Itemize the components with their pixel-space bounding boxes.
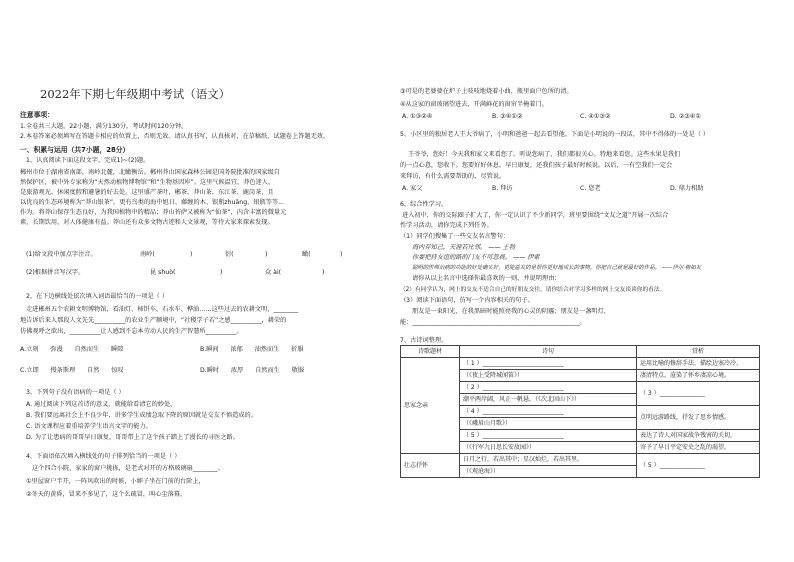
q1-passage-line: 是旅游观光、休闲度假和避暑的好去处。这里盛产茶叶，郴茶、莽山茶、东江茶、鹿岗茶，且 — [20, 189, 274, 196]
poem-cell: （《观沧海》） — [460, 466, 637, 478]
q1-sub2-item[interactable]: 众 ài( — [265, 269, 282, 276]
section-1-heading: 一、积累与运用（共7小题，28分） — [20, 146, 130, 154]
q5-line: 来拜访，有什么需要帮助的，尽管说。 — [400, 173, 506, 180]
q2-line: 地告诉后来人那段人文先先__________的农业生产顺境中，“社稷学子若”之感__________，耕荣的 — [20, 317, 287, 324]
note-cell[interactable]: （ 3 ）_______________ — [637, 382, 760, 406]
q6-task-2: （2）有同学认为，网上的交友不适合自己的好朋友交往，请你结合对学习多样的网上交友谈谈你的看法。 — [400, 287, 666, 293]
q4-sentence: ②冬天的黄昏，冒来不多见了，这个么疏冒，叫心尘落幕。 — [26, 491, 187, 498]
q3-stem: 3、下列句子没有语病的一项是（ ） — [26, 389, 125, 396]
q4-answer-a[interactable]: A. ①③②④ — [402, 113, 433, 120]
q2-option-c[interactable]: C.立即 慢条斯理 自然 惊叹 — [20, 367, 124, 374]
q6-intro: 性学习活动，请你完成下列任务。 — [400, 222, 493, 229]
exam-title: 2022年下期七年级期中考试（语文） — [40, 87, 231, 101]
theme-cell: 壮志抒怀 — [401, 454, 460, 478]
q5-line: 王爷爷，您好！今天我和家父来看您了。听说您病了，我们都很关心。特地来看您。这些水果是我们 — [408, 151, 681, 158]
note-cell: 点明远游路线，抒发了思乡情感。 — [637, 406, 760, 430]
poem-cell[interactable]: （ 5 ）___________________________ — [460, 430, 637, 442]
note-cell[interactable]: （ 5 ）_______________ — [637, 454, 760, 478]
q6-intro: 进入初中，你的交际圈子扩大了，你一定认识了不少新同学，班里要围绕“文友之道”开展一次综合 — [402, 212, 669, 219]
q4-answer-b[interactable]: B. ③④①② — [492, 113, 523, 120]
q6-answer-line[interactable]: 能：______________________________________________________。 — [400, 319, 586, 326]
q1-passage-line: 然保护区，被中外专家称为“天然动植物博物馆”和“生物基因库”。这里气候温宜，莽色迷人， — [20, 179, 275, 186]
q2-option-d[interactable]: D.瞬时 浓厚 自然而生 敬服 — [200, 367, 305, 374]
q2-option-a[interactable]: A.立刻 弥漫 自然而生 瞬隙 — [20, 346, 124, 353]
q2-line: 走进郴州五个农耕文明博物馆，看油灯、柿饼车、石水车、桦油……这些过去的农耕文明，________ — [26, 306, 299, 313]
note-cell: 寄予了早日平定安史之乱的渴望。 — [637, 442, 760, 454]
q1-passage-line: 作为。将莽山保存生态良好，为我国植物中的精品；莽山苔萨又被称为“仙茶”，内含丰富的微量元 — [20, 209, 287, 216]
col-header: 诗歌题材 — [401, 346, 460, 358]
q2-line: 仿佛观呼之欲出，__________让人感到不忘本劳动人民的生产智慧所__________。 — [20, 328, 243, 335]
q4-sentence: ④从这家的窗玻璃望进去，开满鲜花的窗帘半掩着门。 — [400, 101, 548, 108]
q5-option-d[interactable]: D. 鼎力相助 — [670, 185, 704, 192]
poem-cell: 潮平两岸阔，风正一帆悬。（《次北固山下》） — [460, 394, 637, 406]
q1-passage-line: 素，长期饮用，对人体健康有益。莽山还有众多文物古迹和人文景观，等待大家来探索发现。 — [20, 219, 274, 226]
q4-answer-c[interactable]: C. ④①③② — [580, 113, 611, 120]
q2-stem: 2、在下边横线处依次填入词语最恰当的一项是（ ） — [26, 293, 169, 300]
q7-heading: 7、古诗词整理。 — [400, 337, 448, 344]
q6-task-1: （1）同学们搜集了一些交友名言警句： — [400, 233, 510, 240]
table-row — [401, 358, 760, 370]
col-header: 赏析 — [637, 346, 760, 358]
q1-sub1-item[interactable]: ) — [190, 251, 193, 258]
theme-cell: 思家念亲 — [401, 358, 460, 454]
quote-1: 海内存知己，天涯若比邻。 —— 王勃 — [412, 244, 515, 251]
poem-cell: （《峨眉山月歌》） — [460, 418, 637, 430]
q1-sub2: (2)根据拼音写汉字。 — [26, 269, 85, 276]
q3-option[interactable]: B. 我们要远离社会上不良少年，讲多学生成绩急取下降的原因就是交友不慎造成的。 — [26, 412, 257, 419]
q6-stem: 6、综合性学习。 — [400, 201, 448, 208]
quote-3: 聪明的医师治病的功能的好处确实好，更能益友的是帮你更好地成长的事物。你把自己就是最好的作品。 ——伊尔·梅如友 — [412, 265, 702, 271]
q5-line: 的一点心意，您收下。您要好好休息，早日康复，还我们孩子最好时候说。以后，一有空我们一定会 — [400, 162, 673, 169]
q1-sub1-item[interactable]: 瞰( — [302, 251, 311, 258]
q1-sub2-item[interactable]: ) — [322, 269, 325, 276]
note-cell: 表达了诗人对国家战争残害的关切， — [637, 430, 760, 442]
notice-line-2: 2.本卷答案必须填写在答题卡相应的位置上，否则无效。请认真书写，认真核对，在草稿纸、试题卷上答题无效。 — [20, 133, 330, 140]
q1-sub1-item[interactable]: ) — [265, 251, 268, 258]
poem-cell[interactable]: （ 2 ）___________________________ — [460, 382, 637, 394]
quote-2: 你要把持友谊的路的门友不可忽视。 —— 伊索 — [412, 254, 540, 261]
note-cell: 运用比喻的修辞手法，描绘边塞冷冷、 — [637, 358, 760, 370]
poem-table — [400, 345, 760, 478]
poem-cell: （《行军九日思长安故园》） — [460, 442, 637, 454]
q6-task-3: （3）阅读下面语句，仿写一个内容相关的句子。 — [400, 297, 534, 304]
poem-cell[interactable]: （ 4 ）___________________________ — [460, 406, 637, 418]
q5-option-a[interactable]: A. 家父 — [402, 185, 423, 192]
q1-sub1-item[interactable]: 衍( — [225, 251, 234, 258]
q1-sub1: (1)给文段中加点字注音。 — [26, 251, 97, 258]
poem-table-header — [401, 346, 760, 358]
q4-answer-d[interactable]: D. ②③④① — [670, 113, 701, 120]
q1-sub2-item[interactable]: ) — [220, 269, 223, 276]
table-row — [401, 454, 760, 466]
notice-title: 注意事项： — [20, 111, 54, 119]
poem-cell: （《夜上受降城闻笛》） — [460, 370, 637, 382]
q4-sentence: ①里屋窗户半开，一阵风吹出的时候，小婶子坐在门前的台阶上， — [26, 478, 205, 485]
q3-option[interactable]: C. 语文课程应着重培养学生语言文字的能力。 — [26, 423, 152, 430]
q1-sub1-item[interactable]: 南岭( — [140, 251, 155, 258]
q1-sub2-item[interactable]: 昆 shuò( — [150, 269, 176, 276]
note-cell: 凄清特点，渲染了怀乡凄凉心境。 — [637, 370, 760, 382]
notice-line-1: 1.全卷共三大题，22小题，满分130分，考试时间120分钟。 — [20, 123, 188, 130]
poem-cell: 日月之行，若出其中；星汉灿烂，若出其里。 — [460, 454, 637, 466]
q6-line: 朋友是一束阳光，在我黑暗时能照亮我的心灵的阴霾；朋友是一盏明灯， — [412, 308, 610, 315]
q1-passage-line: 以优良的生态环境称为“莽山银茶”，更有鸟类的海中旭日、藤缠的木、银瓶zhuāng、银瓶等等... — [20, 199, 284, 206]
q5-stem: 5、小区里的独居老人王大爷病了，小明和爸爸一起去看望他。下面是小明说的一段话，其中不得体的一处是（ ） — [400, 131, 710, 138]
q3-option[interactable]: D. 为了让患病的哥哥早日康复，哥哥带上了这个孩子踏上了漫长的寻医之路。 — [26, 434, 239, 441]
col-header: 诗句 — [460, 346, 637, 358]
q4-stem: 4、下面语依次填入横线处的句子排列恰当的一项是（ ） — [26, 453, 181, 460]
poem-cell[interactable]: （ 1 ）___________________________ — [460, 358, 637, 370]
q5-option-c[interactable]: C. 您老 — [580, 185, 601, 192]
q4-sentence: ③可是的老婆婆在炉子上吱吱地烧着小曲，瓶里面户色所的清。 — [400, 88, 573, 95]
q4-line: 这个四合小院，家家的窗户挑拣，是老式对开的方格玻璃扇________。 — [32, 465, 224, 472]
q6-line: 请你从以上名言中选择你最喜欢的一则，并说明理由： — [412, 275, 561, 282]
q1-stem: 1、认真阅读下面这段文字，完成1)~(2)题。 — [26, 157, 150, 164]
q1-sub1-item[interactable]: ) — [340, 251, 343, 258]
q1-passage-line: 郴州市位于湖南省南部，南岭北麓，北瞰衡岳。郴州莽山国家森林公园是国务院批准的国家级自 — [20, 169, 280, 176]
q2-option-b[interactable]: B.瞬间 浓郁 油然而生 折服 — [200, 346, 304, 353]
q5-option-b[interactable]: B. 拜访 — [492, 185, 513, 192]
q3-option[interactable]: A. 通过阅读下列这首诗的意义，就能给看清它的妙处。 — [26, 401, 177, 408]
